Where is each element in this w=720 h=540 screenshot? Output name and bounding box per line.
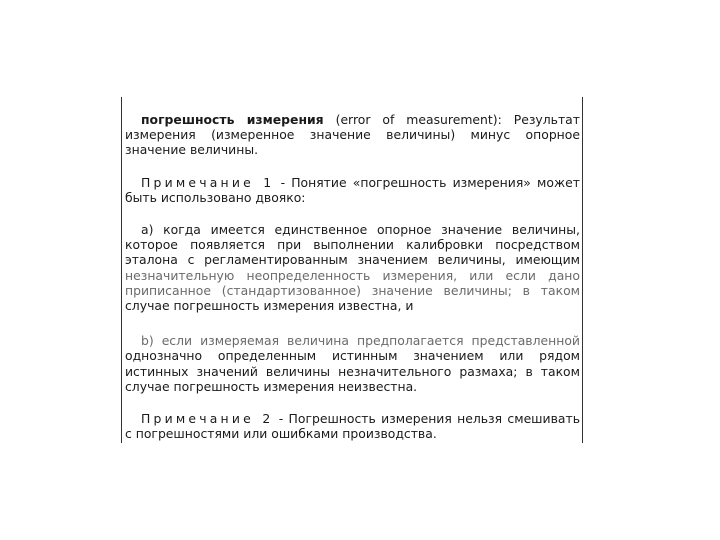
note-1-paragraph [125,175,580,205]
note-1-text: - Понятие «погрешность измерения» может быть использовано двояко: [125,174,580,205]
clause-b-paragraph [125,333,580,394]
clause-a-paragraph [125,222,580,313]
note-2-label: Примечание 2 [141,411,274,427]
clause-b-text-faded: b) если измеряемая величина предполагается представленной [141,333,580,349]
clause-a-text-end: случае погрешность измерения известна, и [125,298,414,314]
definition-term: погрешность измерения [141,112,324,127]
note-2-paragraph [125,411,580,441]
definition-text: (error of measurement): Результат измерения (измеренное значение величины) минус опорное значение величины. [125,112,580,158]
clause-b-text: однозначно определенным истинным значением или рядом истинных значений величины незначительного размаха; в таком случае погрешность измерения неизвестна. [125,348,580,394]
note-1-label: Примечание 1 [141,174,275,190]
definition-paragraph [125,112,580,158]
clause-a-text-faded: незначительную неопределенность измерения, или если дано приписанное (стандартизованное) значение величины; в таком [125,267,580,298]
note-2-text: - Погрешность измерения нельзя смешивать с погрешностями или ошибками производства. [125,411,580,442]
clause-a-text-start: а) когда имеется единственное опорное значение величины, которое появляется при выполнении калибровки посредством эталона с регламентированным значением величины, имеющим [125,222,580,268]
document-text [125,112,580,458]
